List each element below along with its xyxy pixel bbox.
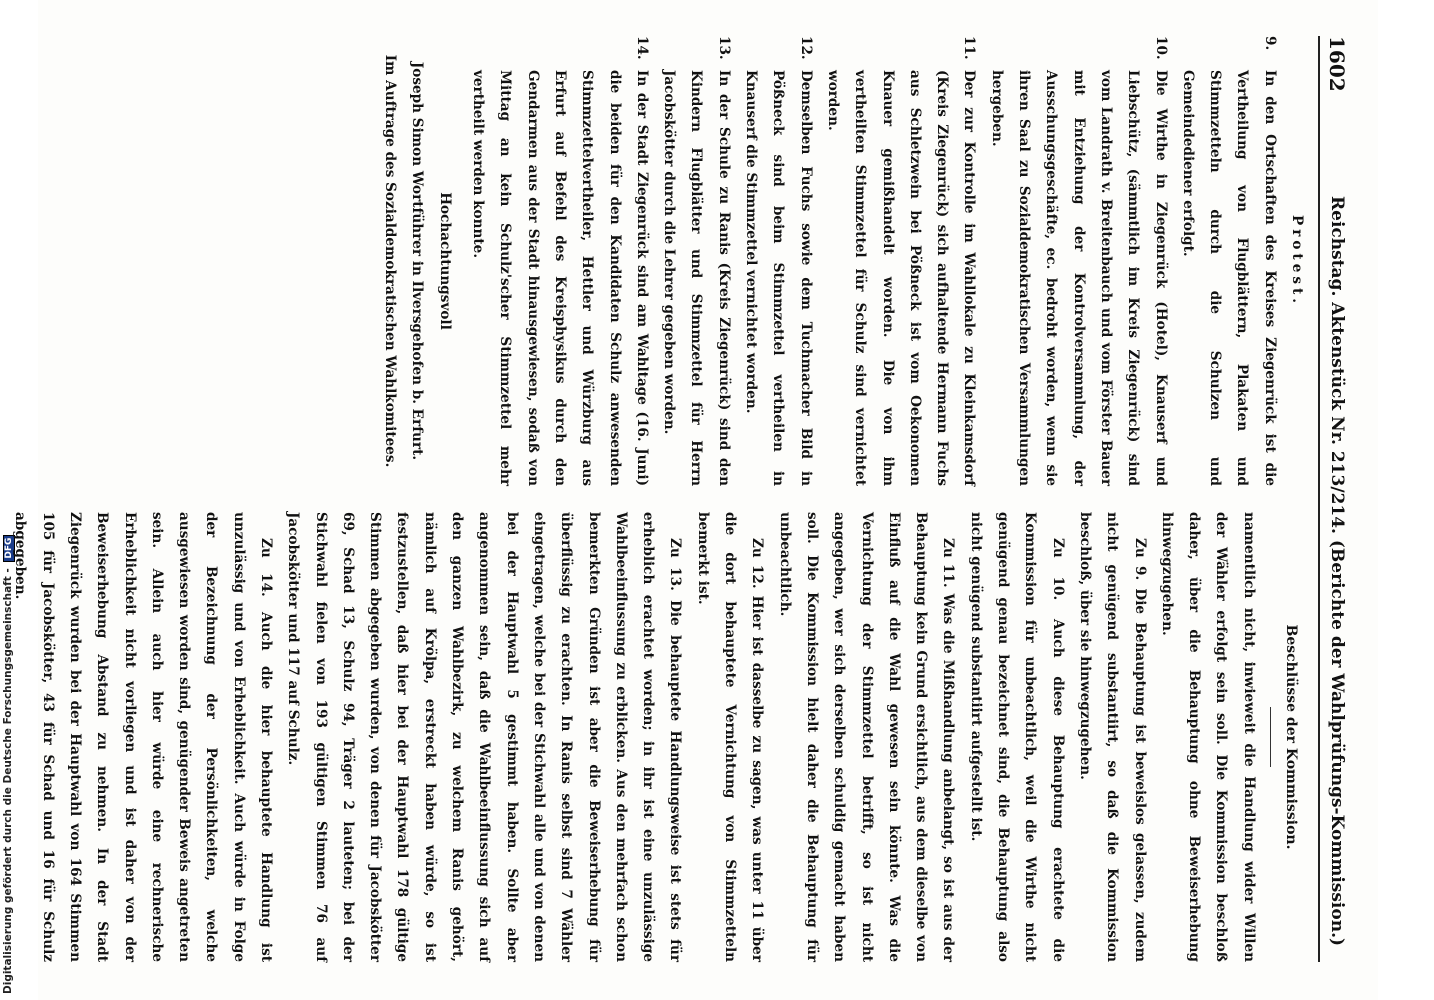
protest-item xyxy=(464,36,655,486)
signature: Joseph Simon Wortführer in Ilversgehofen b. Erfurt. xyxy=(409,61,426,461)
page-number: 1602 xyxy=(1325,36,1349,92)
commission-heading: Beschlüsse der Kommission. xyxy=(1283,624,1299,850)
right-column xyxy=(6,512,1310,962)
document-page xyxy=(12,0,1378,1000)
left-column xyxy=(6,36,1310,486)
item-text: Demselben Fuchs sowie dem Tuchmacher Bild in Pößneck sind beim Stimmzettel vertheilen in Knauserf die Stimmzettel vernichtet worden. xyxy=(743,70,814,486)
two-column-body xyxy=(6,36,1310,962)
protest-item xyxy=(982,36,1173,486)
decision-paragraph: Zu 14. Auch die hier behauptete Handlung ist unzulässig und von Erheblichkeit. Auch würde in Folge der Bezeichnung der Persönlichkeiten, welche ausgewiesen worden sind, genügender Beweis angetreten sein. Allein auch hier würde eine rechnerische Erheblichkeit nicht vorliegen und ist daher von der Beweiserhebung Abstand zu nehmen. In der Stadt Ziegenrück wurden bei der Hauptwahl von 164 Stimmen 105 für Jacobskötter, 43 für Schad und 16 für Schulz abgegeben. xyxy=(12,512,275,962)
item-text: In der Stadt Ziegenrück sind am Wahltage (16. Juni) die beiden für den Kandidaten Schulz anwesenden Stimmzettelvertheiler, Hettler und Würzburg aus Erfurt auf Befehl des Kreisphysikus durch den Gendarmen aus der Stadt hinausgewiesen, sodaß von Mittag an kein Schulz'scher Stimmzettel mehr vertheilt werden konnte. xyxy=(470,70,650,486)
signature-committee: Im Auftrage des Sozialdemokratischen Wahlkomitees. xyxy=(382,54,399,468)
decision-paragraph: Zu 11. Was die Mißhandlung anbelangt, so ist aus der Behauptung kein Grund ersichtlich, aus dem dieselbe von Einfluß auf die Wahl gewesen sein könnte. Was die Vernichtung der Stimmzettel betrifft, so ist nicht angegeben, wer sich derselben schuldig gemacht haben soll. Die Kommission hielt daher die Behauptung für unbeachtlich. xyxy=(776,512,957,962)
decision-paragraph: Zu 13. Die behauptete Handlungsweise ist stets für erheblich erachtet worden; in ihr ist eine unzulässige Wahlbeeinflussung zu erblicken. Aus den mehrfach schon bemerkten Gründen ist aber die Beweiserhebung für überflüssig zu erachten. In Ranis selbst sind 7 Wähler eingetragen, welche bei der Stichwahl alle und von denen bei der Hauptwahl 5 gestimmt haben. Sollte aber angenommen sein, daß die Wahlbeeinflussung sich auf den ganzen Wahlbezirk, zu welchem Ranis gehört, nämlich auf Krölpa, erstreckt haben würde, so ist festzustellen, daß hier bei der Hauptwahl 178 gültige Stimmen abgegeben wurden, von denen für Jacobskötter 69, Schad 13, Schulz 94, Träger 2 lauteten; bei der Stichwahl fielen von 193 gültigen Stimmen 76 auf Jacobskötter und 117 auf Schulz. xyxy=(285,512,684,962)
item-number: 13. xyxy=(715,36,732,60)
page-title: Reichstag. Aktenstück Nr. 213/214. (Berichte der Wahlprüfungs-Kommission.) xyxy=(1327,196,1347,947)
item-number: 11. xyxy=(961,36,978,60)
protest-item xyxy=(655,36,737,486)
protest-item xyxy=(737,36,819,486)
item-number: 12. xyxy=(797,36,814,60)
item-number: 14. xyxy=(633,36,650,60)
item-text: Die Wirthe in Ziegenrück (Hotel), Knauserf und Liebschütz, (sämmtlich im Kreis Ziegenrück) sind vom Landrath v. Breitenbauch und vom Förster Bauer mit Entziehung der Kontrolversammlung, der Ausschungsgeschäfte, ec. bedroht worden, wenn sie ihren Saal zu Sozialdemokratischen Versammlungen hergeben. xyxy=(988,70,1169,486)
decision-paragraph: Zu 9. Die Behauptung ist beweislos gelassen, zudem nicht genügend substantiirt, so daß die Kommission beschloß, über sie hinwegzugehen. xyxy=(1076,512,1148,962)
decision-paragraph: namentlich nicht, inwieweit die Handlung wider Willen der Wähler erfolgt sein soll. Die Kommission beschloß daher, über die Behauptung ohne Beweiserhebung hinwegzugehen. xyxy=(1158,512,1257,962)
item-number: 9. xyxy=(1261,36,1278,51)
item-number: 10. xyxy=(1152,36,1169,60)
decision-paragraph: Zu 12. Hier ist dasselbe zu sagen, was unter 11 über die dort behauptete Vernichtung von Stimmzetteln bemerkt ist. xyxy=(694,512,766,962)
item-text: In der Schule zu Ranis (Kreis Ziegenrück) sind den Kindern Flugblätter und Stimmzettel für Herrn Jacobskötter durch die Lehrer gegeben worden. xyxy=(661,70,732,486)
closing-salutation: Hochachtungsvoll xyxy=(436,192,453,330)
credit-text: Digitalisierung gefördert durch die Deutsche Forschungsgemeinschaft - xyxy=(2,568,14,994)
dfg-logo: DFG xyxy=(3,535,15,562)
decision-paragraph: Zu 10. Auch diese Behauptung erachtete die Kommission für unbeachtlich, weil die Wirthe nicht genügend genau bezeichnet sind, die Behauptung also nicht genügend substantiirt aufgestellt ist. xyxy=(967,512,1066,962)
item-text: In den Ortschaften des Kreises Ziegenrück ist die Vertheilung von Flugblättern, Plakaten und Stimmzetteln durch die Schulzen und Gemeindediener erfolgt. xyxy=(1179,70,1278,486)
protest-item xyxy=(819,36,983,486)
page-header xyxy=(1318,36,1350,962)
protest-title: Protest. xyxy=(1289,214,1305,308)
protest-item xyxy=(1174,36,1283,486)
item-text: Der zur Kontrolle im Wahllokale zu Kleinkamsdorf (Kreis Ziegenrück) sich aufhaltende Hermann Fuchs aus Schletzwein bei Pößneck ist vom Oekonomen Knauer gemißhandelt worden. Die von ihm vertheilten Stimmzettel für Schulz sind vernichtet worden. xyxy=(824,70,978,486)
heading-rule xyxy=(1270,707,1271,767)
